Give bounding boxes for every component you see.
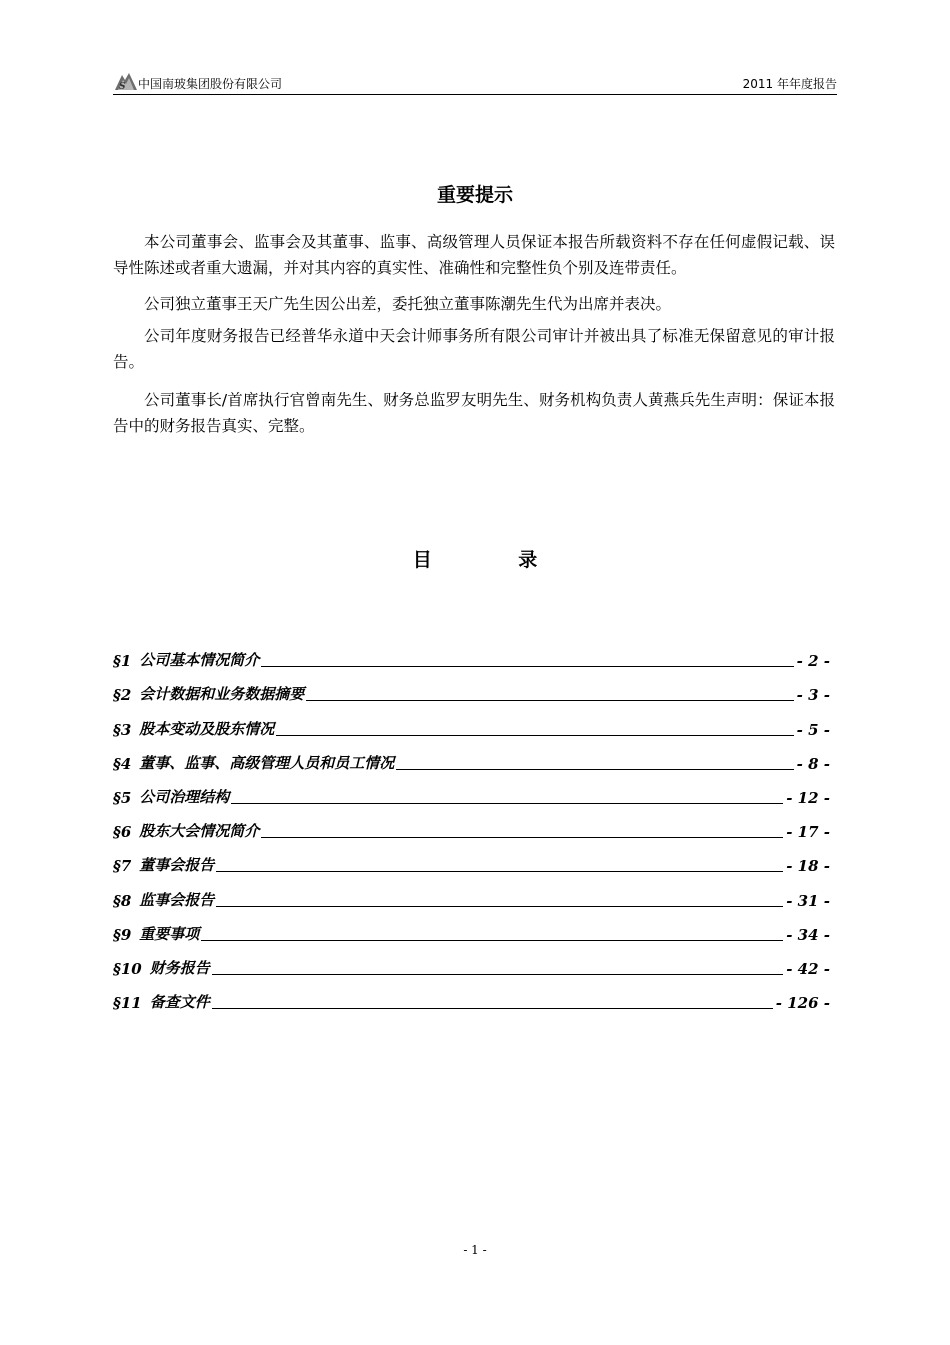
notice-paragraph: 公司独立董事王天广先生因公出差，委托独立董事陈潮先生代为出席并表决。 xyxy=(144,295,672,313)
toc-item[interactable] xyxy=(113,636,830,670)
notice-paragraph: 公司年度财务报告已经普华永道中天会计师事务所有限公司审计并被出具了标准无保留意见的审计报告。 xyxy=(113,327,835,371)
toc-item-page: - 5 - xyxy=(796,720,830,739)
page-number: - 1 - xyxy=(463,1243,487,1257)
toc-leader-line xyxy=(212,974,783,975)
toc-item-page: - 34 - xyxy=(786,925,830,944)
toc-item[interactable] xyxy=(113,704,830,738)
toc-item-number: §5 xyxy=(113,788,132,807)
toc-item-page: - 31 - xyxy=(786,891,830,910)
toc-item-number: §4 xyxy=(113,754,132,773)
toc-item[interactable] xyxy=(113,978,830,1012)
toc-item[interactable] xyxy=(113,841,830,875)
toc-item-label: 会计数据和业务数据摘要 xyxy=(139,685,305,704)
toc-item-number: §2 xyxy=(113,686,132,705)
toc-item-label: 公司治理结构 xyxy=(139,787,230,806)
company-logo-icon xyxy=(113,71,139,91)
notice-paragraph: 公司董事长/首席执行官曾南先生、财务总监罗友明先生、财务机构负责人黄燕兵先生声明：保证本报告中的财务报告真实、完整。 xyxy=(113,391,835,435)
toc-item-label: 重要事项 xyxy=(139,924,200,943)
toc-item-label: 财务报告 xyxy=(149,958,210,977)
toc-item-page: - 3 - xyxy=(796,686,830,705)
toc-item[interactable] xyxy=(113,910,830,944)
toc-item[interactable] xyxy=(113,807,830,841)
toc-item-label: 股东大会情况简介 xyxy=(139,822,260,841)
toc-item-page: - 42 - xyxy=(786,959,830,978)
toc-item-label: 董事、监事、高级管理人员和员工情况 xyxy=(139,753,395,772)
toc-item-label: 公司基本情况简介 xyxy=(139,651,260,670)
toc-item-number: §1 xyxy=(113,652,132,671)
toc-item-page: - 126 - xyxy=(775,994,830,1013)
toc-item-number: §8 xyxy=(113,891,132,910)
toc-item-label: 监事会报告 xyxy=(139,890,215,909)
toc-title: 目 录 xyxy=(412,549,578,571)
toc-leader-line xyxy=(216,871,783,872)
toc-leader-line xyxy=(396,769,793,770)
toc-item[interactable] xyxy=(113,875,830,909)
toc-item-label: 董事会报告 xyxy=(139,856,215,875)
toc-item-number: §9 xyxy=(113,925,132,944)
notice-paragraph: 本公司董事会、监事会及其董事、监事、高级管理人员保证本报告所载资料不存在任何虚假记载、误导性陈述或者重大遗漏，并对其内容的真实性、准确性和完整性负个别及连带责任。 xyxy=(113,233,835,277)
toc-item-page: - 12 - xyxy=(786,788,830,807)
toc-item[interactable] xyxy=(113,670,830,704)
toc-leader-line xyxy=(261,837,783,838)
toc-leader-line xyxy=(306,700,793,701)
company-name: 中国南玻集团股份有限公司 xyxy=(138,77,283,91)
toc-item[interactable] xyxy=(113,739,830,773)
toc-item-page: - 18 - xyxy=(786,857,830,876)
toc-item-label: 备查文件 xyxy=(149,993,210,1012)
toc-item-page: - 2 - xyxy=(796,652,830,671)
toc-leader-line xyxy=(231,803,783,804)
toc-item-number: §3 xyxy=(113,720,132,739)
toc-leader-line xyxy=(212,1008,773,1009)
toc-item[interactable] xyxy=(113,773,830,807)
toc-item-label: 股本变动及股东情况 xyxy=(139,719,275,738)
page-header xyxy=(113,66,837,95)
important-notice-title: 重要提示 xyxy=(436,184,513,206)
toc-item[interactable] xyxy=(113,944,830,978)
toc-item-number: §10 xyxy=(113,959,142,978)
toc-leader-line xyxy=(201,940,783,941)
toc-leader-line xyxy=(261,666,793,667)
table-of-contents xyxy=(113,636,830,1012)
report-year: 2011 年年度报告 xyxy=(742,77,837,91)
toc-leader-line xyxy=(216,906,783,907)
toc-leader-line xyxy=(276,735,793,736)
toc-item-number: §6 xyxy=(113,823,132,842)
toc-item-page: - 8 - xyxy=(796,754,830,773)
toc-item-page: - 17 - xyxy=(786,823,830,842)
svg-text:S: S xyxy=(119,82,126,91)
toc-item-number: §7 xyxy=(113,857,132,876)
toc-item-number: §11 xyxy=(113,994,142,1013)
